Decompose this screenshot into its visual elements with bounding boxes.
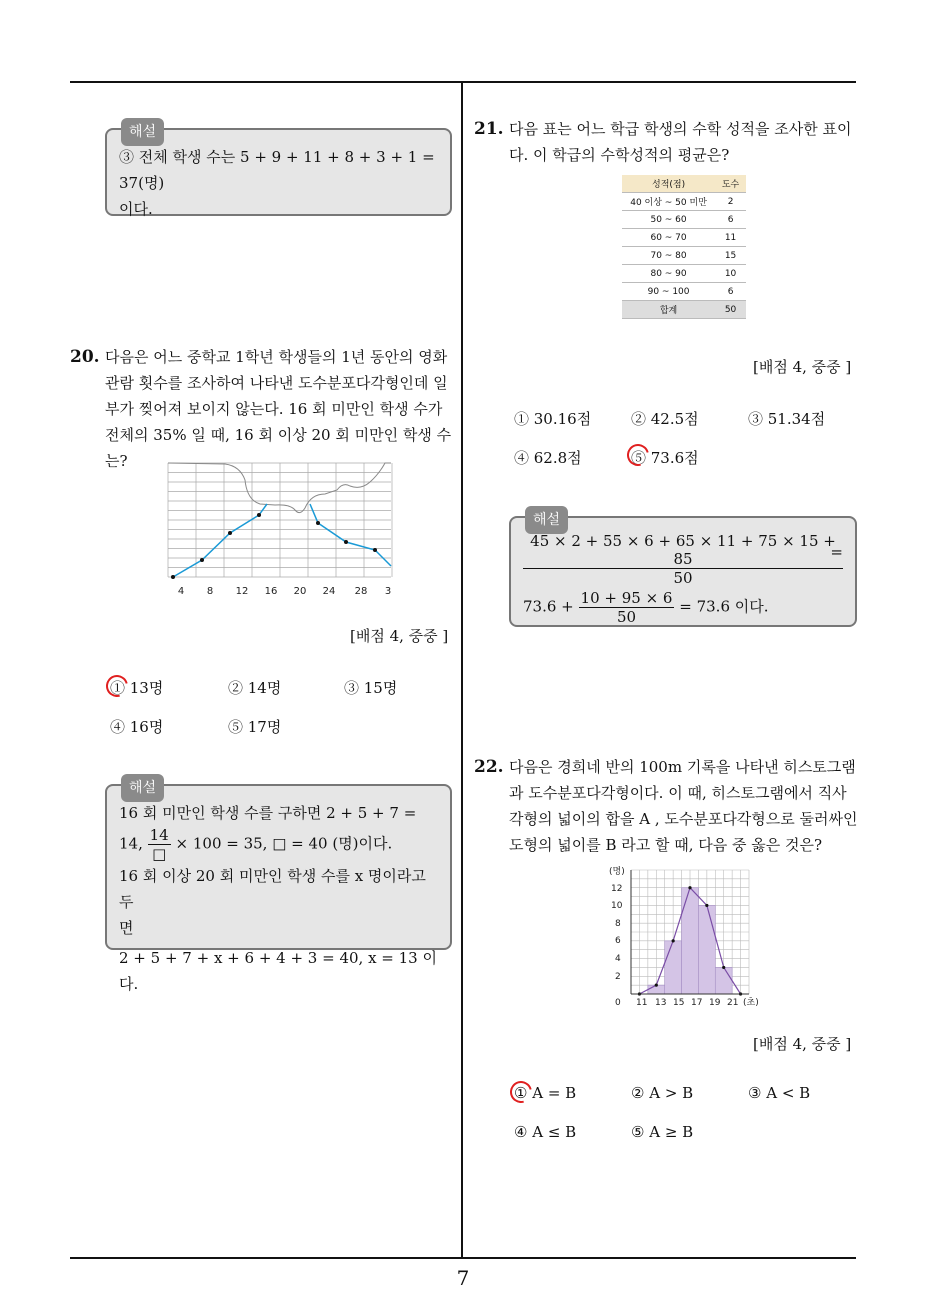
fraction: $\frac{14}{□}$ [149, 826, 169, 863]
y-tick-label: 8 [615, 919, 621, 929]
table-row: 80 ~ 90 10 [622, 265, 746, 283]
q21-option-4[interactable]: ④ 62.8점 [514, 449, 582, 467]
table-total-row: 합계 50 [622, 301, 746, 319]
q20-option-3[interactable]: ③ 15명 [344, 679, 398, 697]
data-point [257, 513, 261, 517]
data-point [373, 548, 377, 552]
question-line: 다음은 어느 중학교 1학년 학생들의 1년 동안의 영화 [105, 348, 448, 366]
fraction: $\frac{10 + 95 \times 6}{50}$ [580, 589, 673, 626]
q21-option-1[interactable]: ① 30.16점 [514, 410, 592, 428]
q20-frequency-polygon-chart [165, 460, 397, 598]
solution-20-line1: 16 회 미만인 학생 수를 구하면 2 + 5 + 7 = [119, 804, 417, 822]
histogram-bar [698, 905, 715, 994]
histogram-bar [715, 967, 732, 994]
question-line: 다. 이 학급의 수학성적의 평균은? [509, 146, 730, 164]
x-tick-label: 24 [322, 586, 336, 597]
x-tick-label: 4 [177, 586, 185, 597]
x-tick-label: 12 [235, 586, 249, 597]
question-number: 22. [474, 757, 504, 777]
table-row: 70 ~ 80 15 [622, 247, 746, 265]
solution-21-line2: 73.6 + $\frac{10 + 95 \times 6}{50}$ = 73.6 이다. [523, 589, 769, 626]
q20-option-4[interactable]: ④ 16명 [110, 718, 164, 736]
question-line: 다음은 경희네 반의 100m 기록을 나타낸 히스토그램 [509, 758, 856, 776]
question-line: 다음 표는 어느 학급 학생의 수학 성적을 조사한 표이 [509, 120, 852, 138]
x-tick-label: 28 [354, 586, 368, 597]
q22-meta: [배점 4, 중중 ] [753, 1035, 852, 1053]
q22-option-1[interactable]: ① A = B [514, 1084, 577, 1102]
data-point [672, 939, 675, 942]
fraction: $\frac{45 \times 2 + 55 \times 6 + 65 \times 11 + 75 \times 15 + 85}{50}$ [523, 532, 843, 587]
q21-option-2[interactable]: ② 42.5점 [631, 410, 699, 428]
question-line: 부가 찢어져 보이지 않는다. 16 회 미만인 학생 수가 [105, 400, 443, 418]
solution-20-line5: 2 + 5 + 7 + x + 6 + 4 + 3 = 40, x = 13 이다. [119, 949, 437, 993]
data-point [316, 521, 320, 525]
solution-20-line4: 면 [119, 919, 134, 937]
solution-tag: 해설 [525, 506, 568, 534]
table-header: 도수 [715, 175, 746, 193]
question-number: 21. [474, 119, 504, 139]
x-tick-label: 13 [655, 998, 667, 1008]
table-row: 90 ~ 100 6 [622, 283, 746, 301]
y-tick-label: 12 [611, 884, 623, 894]
data-point [344, 540, 348, 544]
data-point [655, 984, 658, 987]
question-20 [70, 344, 460, 474]
solution-19-box [105, 124, 452, 218]
question-number: 20. [70, 347, 100, 367]
question-22 [474, 754, 864, 858]
top-rule [70, 81, 856, 83]
question-line: 관람 횟수를 조사하여 나타낸 도수분포다각형인데 일 [105, 374, 448, 392]
x-tick-label: 19 [709, 998, 721, 1008]
bottom-rule [70, 1257, 856, 1259]
x-tick-label: 21 [727, 998, 739, 1008]
x-tick-label: 20 [293, 586, 307, 597]
data-point [228, 531, 232, 535]
q20-option-5[interactable]: ⑤ 17명 [228, 718, 282, 736]
histogram-bar [665, 941, 682, 994]
q22-option-4[interactable]: ④ A ≤ B [514, 1123, 577, 1141]
question-line: 전체의 35% 일 때, 16 회 이상 20 회 미만인 학생 수는? [105, 426, 452, 470]
column-divider [461, 83, 463, 1257]
torn-edge [168, 463, 391, 513]
x-tick-label: 3 [384, 586, 392, 597]
x-tick-label: 15 [673, 998, 685, 1008]
solution-tag: 해설 [121, 774, 164, 802]
solution-19-line1: ③ 전체 학생 수는 5 + 9 + 11 + 8 + 3 + 1 = 37(명) [119, 148, 435, 192]
polygon-line-right [310, 504, 391, 566]
solution-tag: 해설 [121, 118, 164, 146]
q20-option-1[interactable]: ① 13명 [110, 679, 164, 697]
data-point [722, 966, 725, 969]
question-line: 각형의 넓이의 합을 A , 도수분포다각형으로 둘러싸인 [509, 810, 858, 828]
solution-21-line1: $\frac{45 \times 2 + 55 \times 6 + 65 \times 11 + 75 \times 15 + 85}{50}$ = [523, 532, 843, 587]
q22-option-3[interactable]: ③ A < B [748, 1084, 811, 1102]
x-tick-label: 16 [264, 586, 278, 597]
data-point [171, 575, 175, 579]
y-tick-label: 2 [615, 972, 621, 982]
q21-meta: [배점 4, 중중 ] [753, 358, 852, 376]
q21-option-5[interactable]: ⑤ 73.6점 [631, 449, 699, 467]
answer-circle-mark [506, 1077, 536, 1107]
x-tick-label: 8 [206, 586, 214, 597]
x-axis-label: (초) [743, 998, 759, 1008]
solution-21-box [509, 512, 857, 627]
polygon-line-left [173, 504, 267, 577]
table-row: 40 이상 ~ 50 미만 2 [622, 193, 746, 211]
question-21 [474, 116, 864, 168]
table-header: 성적(점) [622, 175, 715, 193]
y-tick-label: 6 [615, 936, 621, 946]
x-tick-label: 17 [691, 998, 703, 1008]
y-tick-label: 10 [611, 901, 623, 911]
table-row: 60 ~ 70 11 [622, 229, 746, 247]
q22-histogram-chart [605, 862, 775, 1012]
x-tick-label: 11 [636, 998, 648, 1008]
origin-label: 0 [615, 998, 621, 1008]
q21-option-3[interactable]: ③ 51.34점 [748, 410, 826, 428]
question-line: 도형의 넓이를 B 라고 할 때, 다음 중 옳은 것은? [509, 836, 823, 854]
q22-option-5[interactable]: ⑤ A ≥ B [631, 1123, 694, 1141]
question-line: 과 도수분포다각형이다. 이 때, 히스토그램에서 직사 [509, 784, 847, 802]
q20-option-2[interactable]: ② 14명 [228, 679, 282, 697]
table-row: 50 ~ 60 6 [622, 211, 746, 229]
solution-20-box [105, 780, 452, 993]
y-tick-label: 4 [615, 954, 621, 964]
y-axis-label: (명) [609, 867, 625, 877]
solution-19-line2: 이다. [119, 200, 153, 218]
page-number: 7 [456, 1266, 470, 1290]
q21-frequency-table [622, 175, 746, 319]
solution-20-line2: 14, $\frac{14}{□}$ × 100 = 35, □ = 40 (명)이다. [119, 826, 393, 863]
data-point [705, 904, 708, 907]
q20-meta: [배점 4, 중중 ] [350, 627, 449, 645]
data-point [200, 558, 204, 562]
q22-option-2[interactable]: ② A > B [631, 1084, 694, 1102]
data-point [688, 886, 691, 889]
histogram-bar [682, 888, 699, 994]
solution-20-line3: 16 회 이상 20 회 미만인 학생 수를 x 명이라고 두 [119, 867, 426, 911]
